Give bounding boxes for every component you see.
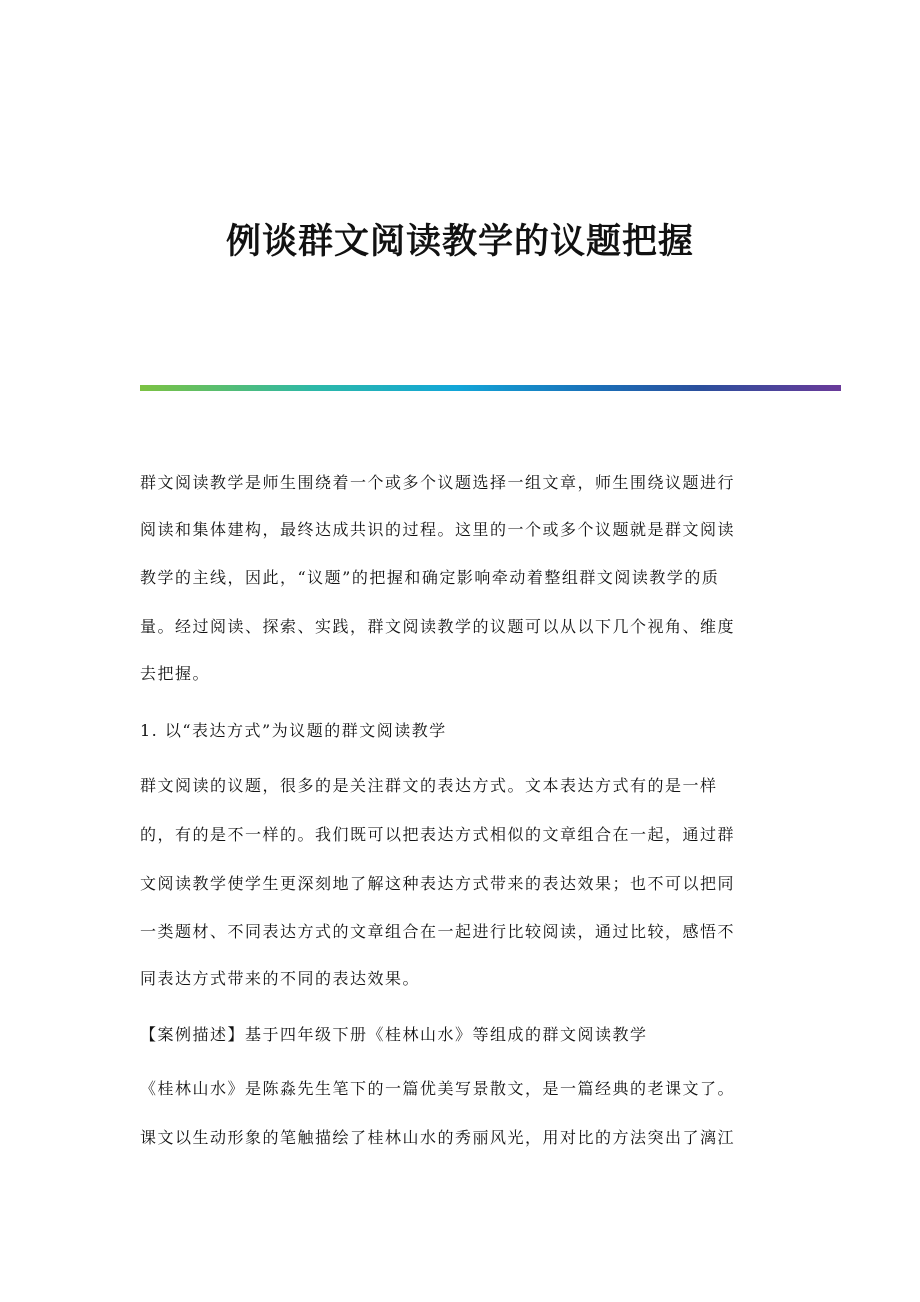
paragraph-line: 的，有的是不一样的。我们既可以把表达方式相似的文章组合在一起，通过群 [140, 825, 736, 844]
paragraph-line: 去把握。 [140, 664, 211, 683]
paragraph-line: 课文以生动形象的笔触描绘了桂林山水的秀丽风光，用对比的方法突出了漓江 [140, 1128, 736, 1147]
paragraph-line: 《桂林山水》是陈淼先生笔下的一篇优美写景散文，是一篇经典的老课文了。 [140, 1079, 736, 1098]
case-heading: 【案例描述】基于四年级下册《桂林山水》等组成的群文阅读教学 [140, 1025, 648, 1044]
paragraph-line: 群文阅读教学是师生围绕着一个或多个议题选择一组文章，师生围绕议题进行 [140, 473, 736, 492]
paragraph-line: 量。经过阅读、探索、实践，群文阅读教学的议题可以从以下几个视角、维度 [140, 617, 736, 636]
paragraph-line: 群文阅读的议题，很多的是关注群文的表达方式。文本表达方式有的是一样 [140, 776, 718, 795]
paragraph-line: 文阅读教学使学生更深刻地了解这种表达方式带来的表达效果；也不可以把同 [140, 874, 736, 893]
document-title: 例谈群文阅读教学的议题把握 [225, 221, 694, 262]
paragraph-line: 一类题材、不同表达方式的文章组合在一起进行比较阅读，通过比较，感悟不 [140, 922, 736, 941]
paragraph-line: 阅读和集体建构，最终达成共识的过程。这里的一个或多个议题就是群文阅读 [140, 520, 736, 539]
paragraph-line: 同表达方式带来的不同的表达效果。 [140, 969, 421, 988]
title-divider-gradient [140, 385, 841, 391]
section-heading: 1. 以“表达方式”为议题的群文阅读教学 [140, 721, 447, 740]
paragraph-line: 教学的主线，因此，“议题”的把握和确定影响牵动着整组群文阅读教学的质 [140, 568, 720, 587]
